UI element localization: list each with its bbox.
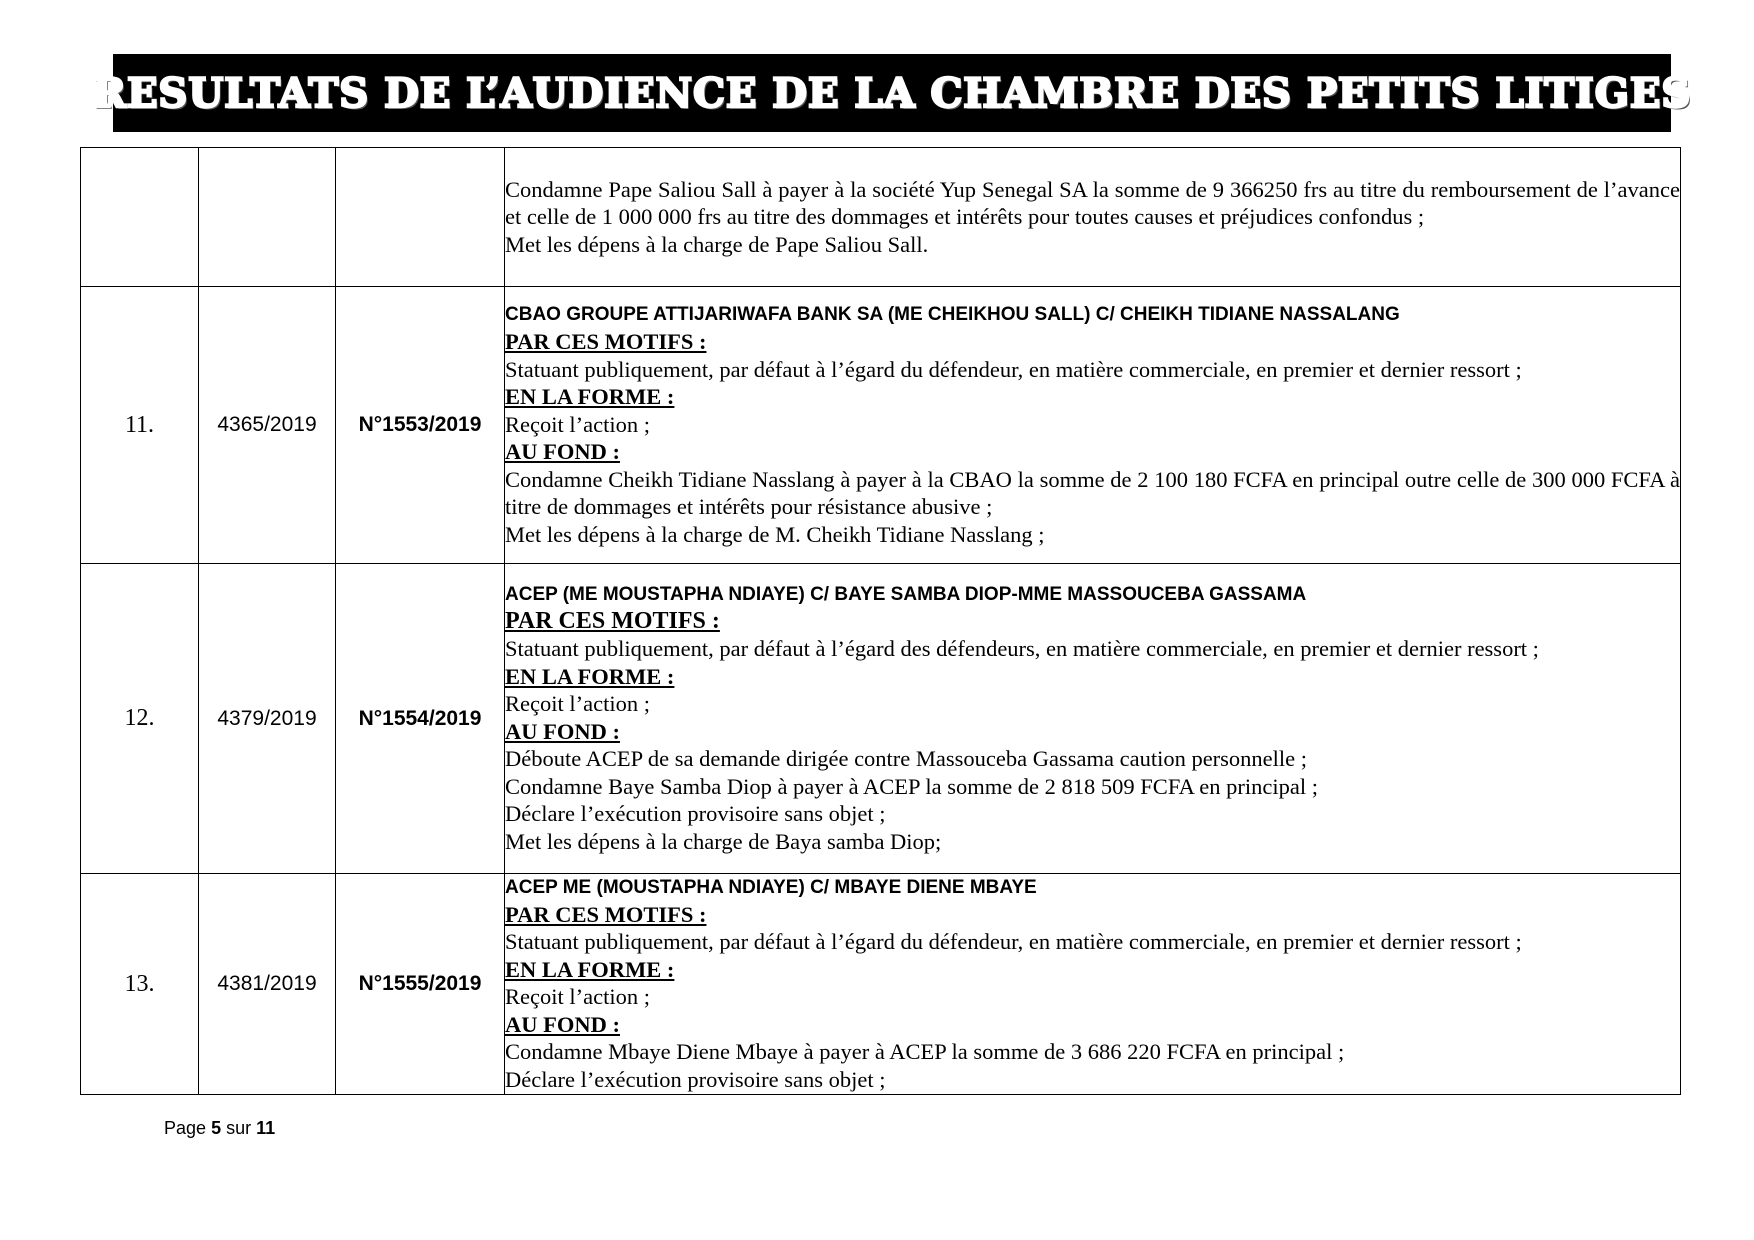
rg-number [199, 148, 336, 287]
section-heading: PAR CES MOTIFS : [505, 329, 707, 354]
judgment-number [336, 148, 505, 287]
case-parties: CBAO GROUPE ATTIJARIWAFA BANK SA (ME CHEIKHOU SALL) C/ CHEIKH TIDIANE NASSALANG [505, 304, 1400, 325]
section-heading: AU FOND : [505, 1011, 620, 1037]
section-heading: EN LA FORME : [505, 384, 675, 409]
decision-line: Condamne Mbaye Diene Mbaye à payer à ACEP la somme de 3 686 220 FCFA en principal ; [505, 1039, 1345, 1065]
section-heading: PAR CES MOTIFS : [505, 607, 720, 634]
sur-label: sur [226, 1118, 252, 1138]
decision-line: Reçoit l’action ; [505, 984, 650, 1010]
table-row [81, 287, 1681, 564]
table-row [81, 874, 1681, 1095]
decision-line: Condamne Baye Samba Diop à payer à ACEP la somme de 2 818 509 FCFA en principal ; [505, 773, 1318, 799]
decision-paragraph: Condamne Pape Saliou Sall à payer à la société Yup Senegal SA la somme de 9 366250 frs au titre du remboursement de l’avance et celle de 1 000 000 frs au titre des dommages et intérêts pour toutes causes et préjudices confondus ; [505, 176, 1680, 230]
decision-text [505, 564, 1681, 874]
decision-line: Statuant publiquement, par défaut à l’égard du défendeur, en matière commerciale, en premier et dernier ressort ; [505, 356, 1522, 382]
case-parties: ACEP (ME MOUSTAPHA NDIAYE) C/ BAYE SAMBA DIOP-MME MASSOUCEBA GASSAMA [505, 583, 1307, 605]
page-total: 11 [256, 1118, 276, 1138]
section-heading: EN LA FORME : [505, 956, 675, 982]
page-title: RESULTATS DE L’AUDIENCE DE LA CHAMBRE DES PETITS LITIGES [92, 69, 1692, 117]
decision-line: Statuant publiquement, par défaut à l’égard des défendeurs, en matière commerciale, en premier et dernier ressort ; [505, 636, 1539, 662]
case-number: 11. [81, 287, 199, 564]
decision-text [505, 874, 1681, 1095]
page-footer [164, 1118, 275, 1139]
section-heading: AU FOND : [505, 439, 620, 464]
decision-text [505, 287, 1681, 564]
page-current: 5 [211, 1118, 222, 1138]
decision-line: Statuant publiquement, par défaut à l’égard du défendeur, en matière commerciale, en premier et dernier ressort ; [505, 929, 1522, 955]
decision-line: Met les dépens à la charge de Pape Saliou Sall. [505, 231, 929, 257]
decision-line: Déclare l’exécution provisoire sans objet ; [505, 801, 886, 827]
rg-number: 4365/2019 [199, 287, 336, 564]
decision-paragraph: Condamne Cheikh Tidiane Nasslang à payer à la CBAO la somme de 2 100 180 FCFA en principal outre celle de 300 000 FCFA à titre de dommages et intérêts pour résistance abusive ; [505, 466, 1680, 519]
case-parties: ACEP ME (MOUSTAPHA NDIAYE) C/ MBAYE DIENE MBAYE [505, 876, 1037, 898]
title-banner [92, 54, 1692, 132]
section-heading: AU FOND : [505, 718, 620, 744]
judgment-number: N°1553/2019 [336, 287, 505, 564]
judgment-number: N°1555/2019 [336, 874, 505, 1095]
case-number [81, 148, 199, 287]
decision-text [505, 148, 1681, 287]
results-table [80, 147, 1681, 1095]
table-row [81, 564, 1681, 874]
judgment-number: N°1554/2019 [336, 564, 505, 874]
decision-line: Reçoit l’action ; [505, 411, 650, 437]
rg-number: 4379/2019 [199, 564, 336, 874]
case-number: 12. [81, 564, 199, 874]
rg-number: 4381/2019 [199, 874, 336, 1095]
section-heading: PAR CES MOTIFS : [505, 901, 707, 927]
decision-line: Reçoit l’action ; [505, 691, 650, 717]
decision-line: Met les dépens à la charge de M. Cheikh Tidiane Nasslang ; [505, 521, 1045, 547]
section-heading: EN LA FORME : [505, 663, 675, 689]
table-row [81, 148, 1681, 287]
case-number: 13. [81, 874, 199, 1095]
decision-line: Déclare l’exécution provisoire sans objet ; [505, 1066, 886, 1092]
page-label: Page [164, 1118, 207, 1138]
decision-line: Déboute ACEP de sa demande dirigée contre Massouceba Gassama caution personnelle ; [505, 746, 1308, 772]
decision-line: Met les dépens à la charge de Baya samba Diop; [505, 828, 942, 854]
